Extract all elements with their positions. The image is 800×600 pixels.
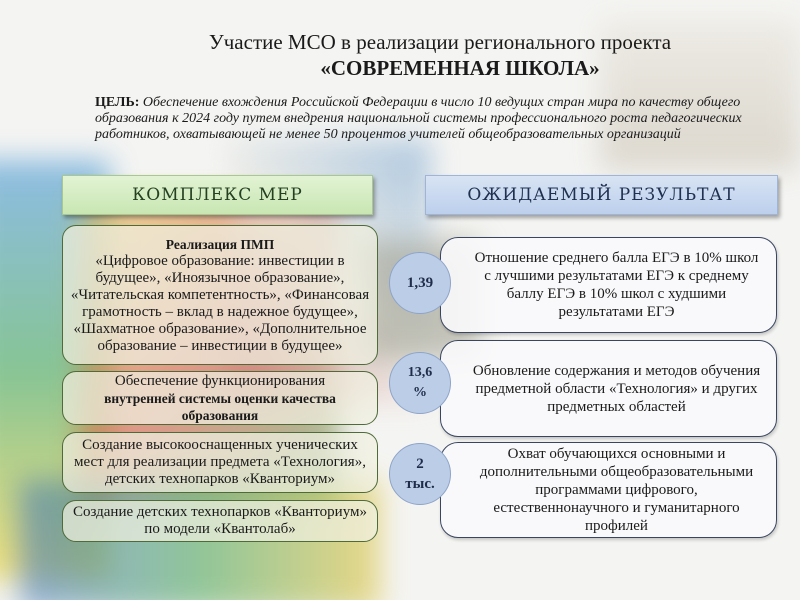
project-name: «СОВРЕМЕННАЯ ШКОЛА» bbox=[320, 56, 600, 80]
measure-text: Создание детских технопарков «Кванториум» по модели «Квантолаб» bbox=[72, 504, 367, 537]
goal-description: Обеспечение вхождения Российской Федерации в число 10 ведущих стран мира по качеству общего образования к 2024 году путем внедрения национальной системы профессионального роста педагогических работников, охватывающей не менее 50 процентов учителей общеобразовательных организаций bbox=[95, 95, 742, 142]
result-value-badge: 13,6 % bbox=[389, 352, 451, 414]
measures-header: КОМПЛЕКС МЕР bbox=[62, 175, 373, 215]
slide-title: Участие МСО в реализации регионального проекта bbox=[208, 30, 672, 54]
measure-item bbox=[62, 371, 378, 425]
measure-bold-text: внутренней системы оценки качества образования bbox=[104, 390, 336, 423]
measure-text: Создание высокооснащенных ученических мест для реализации предмета «Технология», детских технопарков «Кванториум» bbox=[74, 437, 366, 487]
results-header: ОЖИДАЕМЫЙ РЕЗУЛЬТАТ bbox=[425, 175, 778, 215]
measure-item bbox=[62, 225, 378, 365]
result-value-badge: 1,39 bbox=[389, 252, 451, 314]
result-item: Отношение среднего балла ЕГЭ в 10% школ с лучшими результатами ЕГЭ к среднему баллу ЕГЭ в 10% школ с худшими результатами ЕГЭ bbox=[440, 237, 777, 333]
result-item: Охват обучающихся основными и дополнительными общеобразовательными программами цифрового, естественнонаучного и гуманитарного профилей bbox=[440, 442, 777, 538]
result-value-badge: 2 тыс. bbox=[389, 443, 451, 505]
measure-title: Реализация ПМП bbox=[165, 236, 275, 252]
goal-label: ЦЕЛЬ: bbox=[95, 95, 140, 110]
goal-text bbox=[95, 95, 775, 143]
result-item: Обновление содержания и методов обучения предметной области «Технология» и других предметных областей bbox=[440, 340, 777, 437]
measure-text: Обеспечение функционирования bbox=[114, 372, 326, 389]
measure-item bbox=[62, 500, 378, 542]
measure-item bbox=[62, 432, 378, 493]
measure-text: «Цифровое образование: инвестиции в будущее», «Иноязычное образование», «Читательская компетентность», «Финансовая грамотность – вклад в надежное будущее», «Шахматное образование», «Дополнительное образование – инвестиции в будущее» bbox=[70, 252, 370, 354]
